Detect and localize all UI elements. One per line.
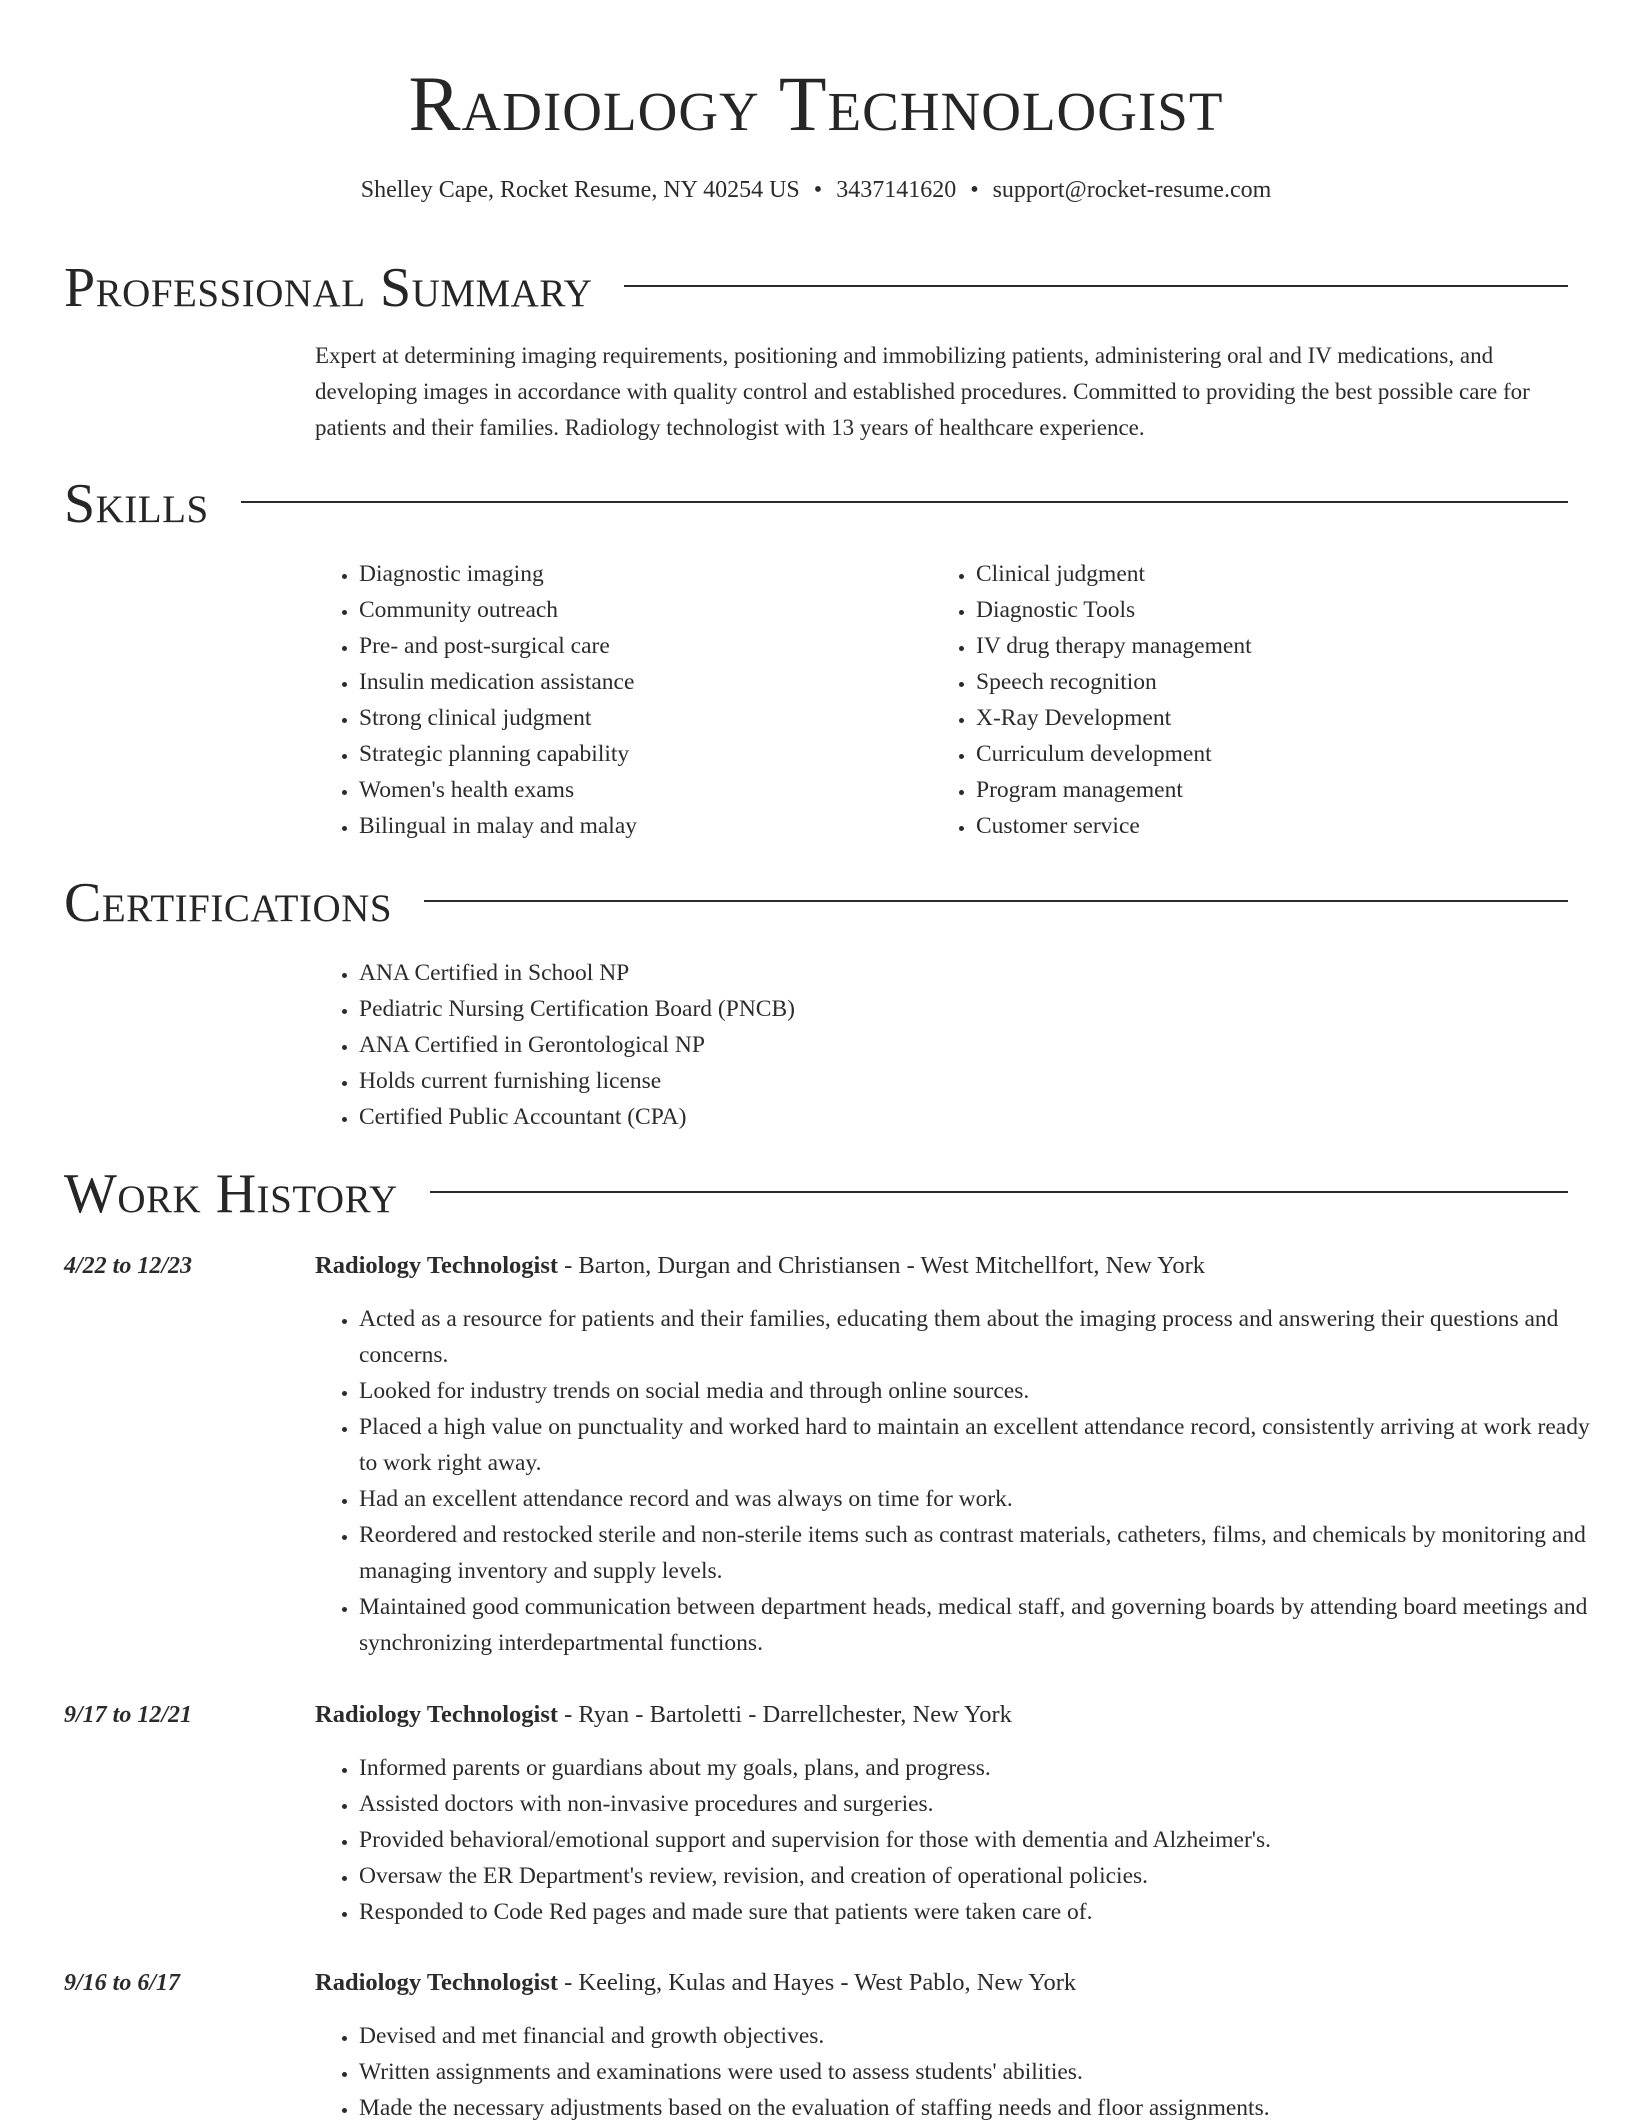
skill-item: • Women's health exams xyxy=(359,772,919,808)
job-employer-location: - Keeling, Kulas and Hayes - West Pablo, New York xyxy=(558,1969,1077,1996)
summary-text: Expert at determining imaging requirements, positioning and immobilizing patients, administering oral and IV medications, and developing images in accordance with quality control and established procedures. Committed to providing the best possible care for patients and their families. Radiology technologist with 13 years of healthcare experience. xyxy=(315,343,1530,440)
certification-item: • ANA Certified in Gerontological NP xyxy=(359,1027,1259,1063)
skill-item: • Clinical judgment xyxy=(976,556,1616,592)
certifications-heading: Certifications xyxy=(64,872,393,934)
job-bullet-item: • Maintained good communication between department heads, medical staff, and governing boards by attending board meetings and synchronizing interdepartmental functions. xyxy=(359,1589,1612,1661)
job-bullet-item: • Responded to Code Red pages and made sure that patients were taken care of. xyxy=(359,1894,1612,1930)
job-bullet-item: • Made the necessary adjustments based on the evaluation of staffing needs and floor assignments. xyxy=(359,2090,1612,2126)
job-employer-location: - Barton, Durgan and Christiansen - West Mitchellfort, New York xyxy=(558,1252,1205,1279)
skill-item: • Customer service xyxy=(976,808,1616,844)
work-history-heading: Work History xyxy=(64,1163,398,1225)
skill-item: • IV drug therapy management xyxy=(976,628,1616,664)
job-bullet-item: • Reordered and restocked sterile and non-sterile items such as contrast materials, catheters, films, and chemicals by monitoring and managing inventory and supply levels. xyxy=(359,1517,1612,1589)
job-bullet-item: • Written assignments and examinations were used to assess students' abilities. xyxy=(359,2054,1612,2090)
work-history-section-header xyxy=(64,1162,1568,1226)
job-heading xyxy=(315,1965,1568,2001)
certifications-section-header xyxy=(64,871,1568,935)
skill-item: • X-Ray Development xyxy=(976,700,1616,736)
certification-item: • ANA Certified in School NP xyxy=(359,955,1259,991)
job-bullet-item: • Oversaw the ER Department's review, revision, and creation of operational policies. xyxy=(359,1858,1612,1894)
contact-separator: • xyxy=(970,177,979,203)
skill-item: • Strong clinical judgment xyxy=(359,700,919,736)
skill-item: • Diagnostic imaging xyxy=(359,556,919,592)
job-heading xyxy=(315,1697,1568,1733)
job-bullets xyxy=(315,1750,1612,1930)
skill-item: • Pre- and post-surgical care xyxy=(359,628,919,664)
job-bullet-item: • Provided behavioral/emotional support and supervision for those with dementia and Alzheimer's. xyxy=(359,1822,1612,1858)
job-dates: 4/22 to 12/23 xyxy=(64,1253,193,1279)
skill-item: • Curriculum development xyxy=(976,736,1616,772)
skill-item: • Program management xyxy=(976,772,1616,808)
contact-phone: 3437141620 xyxy=(836,177,957,203)
job-bullet-item: • Assisted doctors with non-invasive procedures and surgeries. xyxy=(359,1786,1612,1822)
job-bullet-item: • Looked for industry trends on social media and through online sources. xyxy=(359,1373,1612,1409)
skill-item: • Insulin medication assistance xyxy=(359,664,919,700)
job-heading xyxy=(315,1248,1568,1284)
job-bullet-item: • Placed a high value on punctuality and worked hard to maintain an excellent attendance record, consistently arriving at work ready to work right away. xyxy=(359,1409,1612,1481)
job-dates: 9/17 to 12/21 xyxy=(64,1702,193,1728)
skills-section-header xyxy=(64,472,1568,536)
skill-item: • Speech recognition xyxy=(976,664,1616,700)
skill-item: • Strategic planning capability xyxy=(359,736,919,772)
section-divider xyxy=(430,1191,1568,1193)
summary-section-header xyxy=(64,256,1568,320)
job-bullet-item: • Informed parents or guardians about my goals, plans, and progress. xyxy=(359,1750,1612,1786)
certification-item: • Pediatric Nursing Certification Board (PNCB) xyxy=(359,991,1259,1027)
resume-title: Radiology Technologist xyxy=(408,60,1224,147)
job-bullet-item: • Devised and met financial and growth objectives. xyxy=(359,2018,1612,2054)
summary-heading: Professional Summary xyxy=(64,257,593,319)
job-bullets xyxy=(315,1301,1612,1661)
job-title: Radiology Technologist xyxy=(315,1969,559,1996)
contact-line xyxy=(0,172,1632,208)
job-title: Radiology Technologist xyxy=(315,1252,559,1279)
certification-item: • Holds current furnishing license xyxy=(359,1063,1259,1099)
job-bullet-item: • Had an excellent attendance record and was always on time for work. xyxy=(359,1481,1612,1517)
section-divider xyxy=(241,501,1568,503)
certifications-list xyxy=(315,955,1259,1135)
contact-address: Shelley Cape, Rocket Resume, NY 40254 US xyxy=(360,177,800,203)
job-dates: 9/16 to 6/17 xyxy=(64,1970,181,1996)
contact-separator: • xyxy=(813,177,823,203)
job-bullet-item: • Acted as a resource for patients and their families, educating them about the imaging process and answering their questions and concerns. xyxy=(359,1301,1612,1373)
section-divider xyxy=(424,900,1568,902)
skills-heading: Skills xyxy=(64,473,209,535)
section-divider xyxy=(624,285,1568,287)
skill-item: • Community outreach xyxy=(359,592,919,628)
job-bullets xyxy=(315,2018,1612,2126)
job-employer-location: - Ryan - Bartoletti - Darrellchester, New York xyxy=(558,1701,1012,1728)
skill-item: • Diagnostic Tools xyxy=(976,592,1616,628)
job-title: Radiology Technologist xyxy=(315,1701,559,1728)
contact-email: support@rocket-resume.com xyxy=(992,177,1272,203)
skills-list-left xyxy=(315,556,919,844)
skills-list-right xyxy=(932,556,1616,844)
certification-item: • Certified Public Accountant (CPA) xyxy=(359,1099,1259,1135)
skill-item: • Bilingual in malay and malay xyxy=(359,808,919,844)
